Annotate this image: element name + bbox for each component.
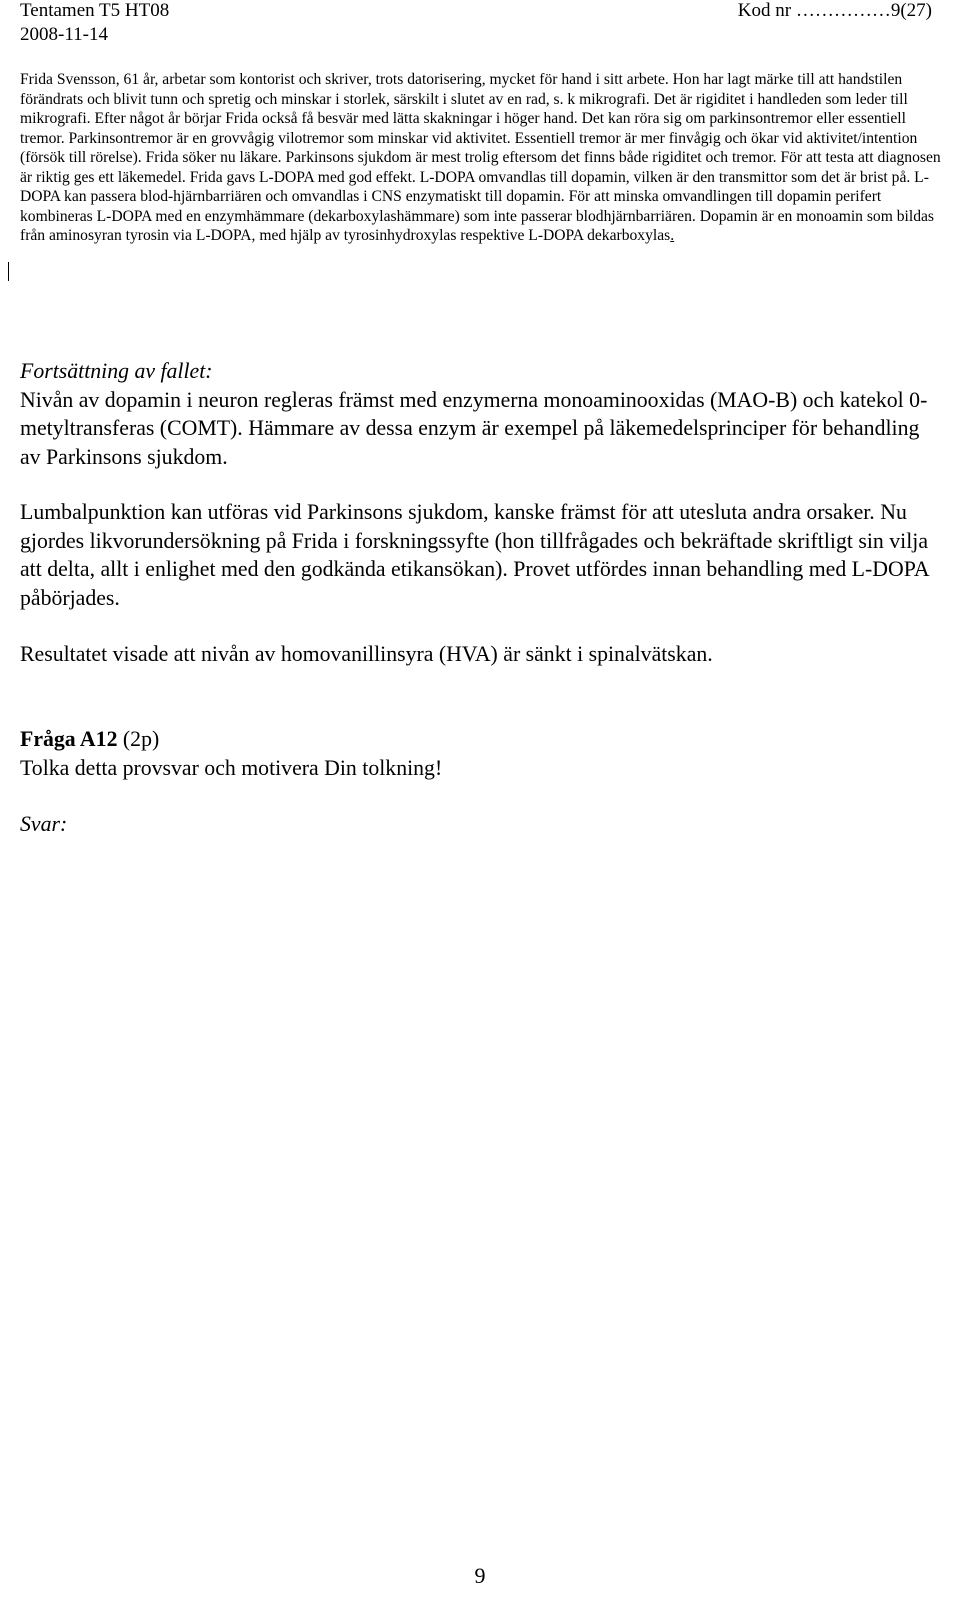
- case-continuation-section: [20, 357, 945, 471]
- case-paragraph: Frida Svensson, 61 år, arbetar som kontorist och skriver, trots datorisering, mycket för hand i sitt arbete. Hon har lagt märke till att handstilen förändrats och blivit tunn och spretig och minskar i storlek, särskilt i slutet av en rad, s. k mikrografi. Det är rigiditet i handleden som leder till mikrografi. Efter något år börjar Frida också få besvär med lätta skakningar i höger hand. Det kan röra sig om parkinsontremor eller essentiell tremor. Parkinsontremor är en grovvågig vilotremor som minskar vid aktivitet. Essentiell tremor är mer finvågig och ökar vid aktivitet/intention (försök till rörelse). Frida söker nu läkare. Parkinsons sjukdom är mest trolig eftersom det finns både rigiditet och tremor. För att testa att diagnosen är riktig ges ett läkemedel. Frida gavs L-DOPA med god effekt. L-DOPA omvandlas till dopamin, vilken är den transmittor som det är brist på. L-DOPA kan passera blod-hjärnbarriären och omvandlas i CNS enzymatiskt till dopamin. För att minska omvandlingen till dopamin perifert kombineras L-DOPA med en enzymhämmare (dekarboxylashämmare) som inte passerar blodhjärnbarriären. Dopamin är en monoamin som bildas från aminosyran tyrosin via L-DOPA, med hjälp av tyrosinhydroxylas respektive L-DOPA dekarboxylas: [20, 71, 941, 244]
- result-section: [20, 640, 945, 669]
- question-section: [20, 725, 945, 782]
- question-points: (2p): [117, 727, 160, 751]
- page-number: 9: [474, 1563, 486, 1588]
- continuation-paragraph-result: Resultatet visade att nivån av homovanillinsyra (HVA) är sänkt i spinalvätskan.: [20, 642, 713, 666]
- code-number-field: Kod nr ……………9(27): [737, 0, 932, 21]
- revision-change-bar: [8, 262, 9, 281]
- lumbar-puncture-section: [20, 498, 945, 612]
- case-description: [20, 70, 945, 246]
- answer-label: Svar:: [20, 812, 68, 836]
- continuation-paragraph-lumbar: Lumbalpunktion kan utföras vid Parkinsons sjukdom, kanske främst för att utesluta andra orsaker. Nu gjordes likvorundersökning på Frida i forskningssyfte (hon tillfrågades och bekräftade skriftligt sin vilja att delta, allt i enlighet med den godkända etikansökan). Provet utfördes innan behandling med L-DOPA påbörjades.: [20, 500, 929, 610]
- question-label: Fråga A12: [20, 727, 118, 751]
- continuation-heading: Fortsättning av fallet:: [20, 359, 213, 383]
- exam-date: 2008-11-14: [20, 24, 108, 45]
- case-paragraph-end: .: [670, 227, 675, 244]
- exam-title: Tentamen T5 HT08: [20, 0, 170, 21]
- question-text: Tolka detta provsvar och motivera Din tolkning!: [20, 755, 443, 780]
- continuation-paragraph-dopamine: Nivån av dopamin i neuron regleras främst med enzymerna monoaminooxidas (MAO-B) och katekol 0-metyltransferas (COMT). Hämmare av dessa enzym är exempel på läkemedelsprinciper för behandling av Parkinsons sjukdom.: [20, 387, 928, 469]
